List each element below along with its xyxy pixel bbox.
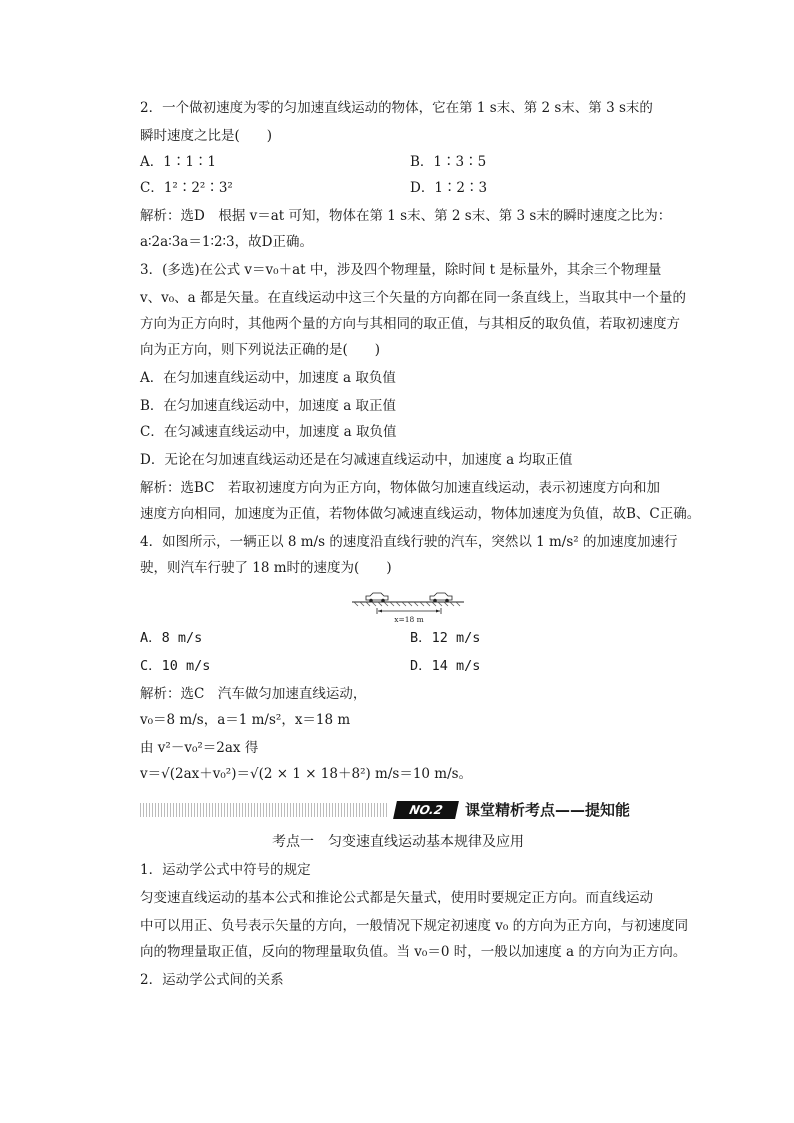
- q2-option-d: D．1∶2∶3: [410, 180, 488, 196]
- q4-solution-line-1: 解析：选C 汽车做匀加速直线运动，: [140, 686, 367, 702]
- q4-stem-line-2: 驶，则汽车行驶了 18 m时的速度为( ): [140, 560, 392, 576]
- topic-subheading-2: 2．运动学公式间的关系: [140, 972, 284, 988]
- q4-stem-line-1: 4．如图所示，一辆正以 8 m/s 的速度沿直线行驶的汽车，突然以 1 m/s² 的加速度加速行: [140, 534, 678, 550]
- car-start-icon: [366, 593, 388, 602]
- q2-option-a: A．1∶1∶1: [140, 154, 217, 170]
- q3-stem-line-4: 向为正方向，则下列说法正确的是( ): [140, 342, 381, 358]
- topic-paragraph-line-2: 中可以用正、负号表示矢量的方向，一般情况下规定初速度 v₀ 的方向为正方向，与初速度同: [140, 918, 689, 934]
- topic-paragraph-line-1: 匀变速直线运动的基本公式和推论公式都是矢量式，使用时要规定正方向。而直线运动: [140, 890, 653, 906]
- q4-option-d: D．14 m/s: [410, 658, 481, 674]
- q3-option-d: D．无论在匀加速直线运动还是在匀减速直线运动中，加速度 a 均取正值: [140, 452, 573, 468]
- q3-solution-line-2: 速度方向相同，加速度为正值，若物体做匀减速直线运动，物体加速度为负值，故B、C正确。: [140, 506, 701, 522]
- q3-option-b: B．在匀加速直线运动中，加速度 a 取正值: [140, 398, 397, 414]
- q3-stem-line-1: 3．(多选)在公式 v＝v₀＋at 中，涉及四个物理量，除时间 t 是标量外，其余三个物理量: [140, 262, 662, 278]
- car-end-icon: [430, 593, 452, 602]
- q3-option-c: C．在匀减速直线运动中，加速度 a 取负值: [140, 424, 397, 440]
- q2-stem-line-1: 2．一个做初速度为零的匀加速直线运动的物体，它在第 1 s末、第 2 s末、第 3 s末的: [140, 100, 653, 116]
- figure-distance-label: x=18 m: [394, 615, 424, 624]
- topic-subheading-1: 1．运动学公式中符号的规定: [140, 862, 311, 878]
- q4-solution-line-2: v₀＝8 m/s，a＝1 m/s²，x＝18 m: [140, 712, 351, 728]
- q3-stem-line-2: v、v₀、a 都是矢量。在直线运动中这三个矢量的方向都在同一条直线上，当取其中一个量的: [140, 290, 687, 306]
- q4-option-b: B．12 m/s: [410, 630, 481, 646]
- section-title: 课堂精析考点——提知能: [465, 801, 631, 819]
- section-banner: [140, 800, 660, 822]
- q2-option-c: C．1²∶2²∶3²: [140, 180, 233, 196]
- q2-solution-line-1: 解析：选D 根据 v＝at 可知，物体在第 1 s末、第 2 s末、第 3 s末的瞬时速度之比为：: [140, 208, 672, 224]
- topic-paragraph-line-3: 向的物理量取正值，反向的物理量取负值。当 v₀＝0 时，一般以加速度 a 的方向为正方向。: [140, 944, 687, 960]
- q4-solution-line-3: 由 v²－v₀²＝2ax 得: [140, 740, 259, 756]
- q2-solution-line-2: a∶2a∶3a＝1∶2∶3，故D正确。: [140, 234, 313, 250]
- q3-option-a: A．在匀加速直线运动中，加速度 a 取负值: [140, 370, 396, 386]
- car-motion-figure: [352, 588, 464, 624]
- q4-option-c: C．10 m/s: [140, 658, 211, 674]
- topic-heading: 考点一 匀变速直线运动基本规律及应用: [272, 834, 524, 850]
- q3-stem-line-3: 方向为正方向时，其他两个量的方向与其相同的取正值，与其相反的取负值，若取初速度方: [140, 316, 680, 332]
- q4-option-a: A．8 m/s: [140, 630, 203, 646]
- q2-stem-line-2: 瞬时速度之比是( ): [140, 128, 273, 144]
- section-badge: NO.2: [393, 801, 459, 819]
- q4-solution-line-4: v＝√(2ax＋v₀²)＝√(2 × 1 × 18＋8²) m/s＝10 m/s。: [140, 766, 473, 782]
- q2-option-b: B．1∶3∶5: [410, 154, 487, 170]
- q3-solution-line-1: 解析：选BC 若取初速度方向为正方向，物体做匀加速直线运动，表示初速度方向和加: [140, 480, 660, 496]
- banner-hatch-left: [140, 803, 388, 817]
